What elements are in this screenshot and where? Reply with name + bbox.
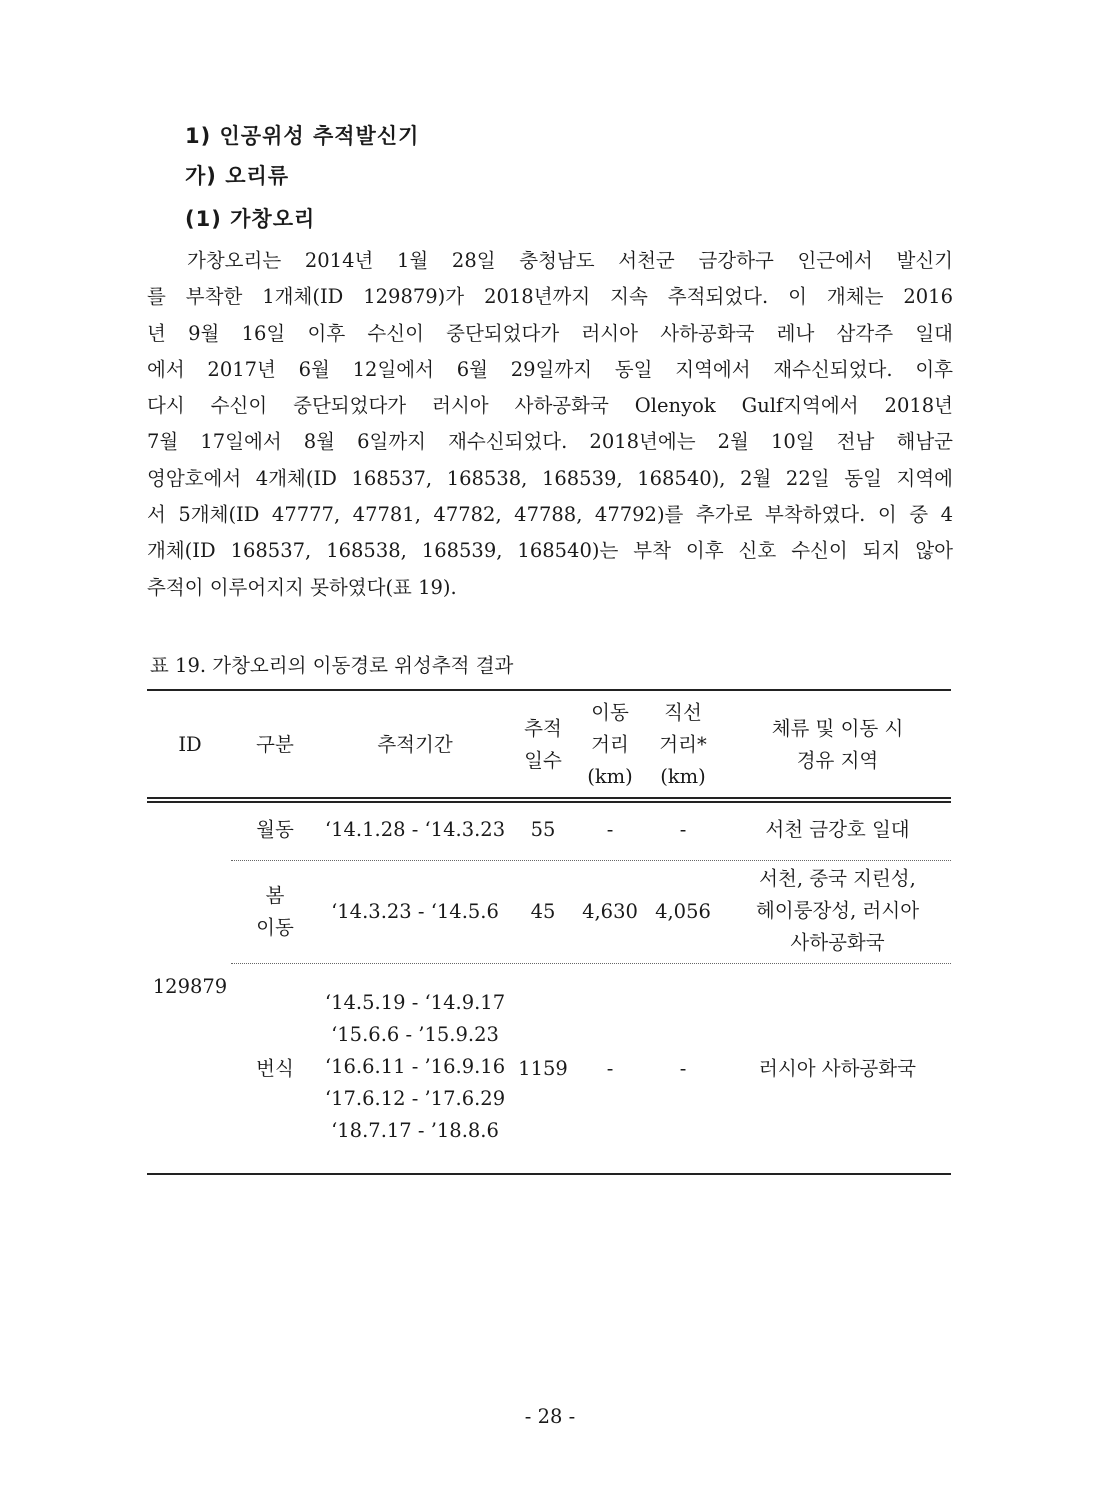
header-straight-distance: 직선 거리* (km) bbox=[659, 701, 707, 788]
header-type: 구분 bbox=[256, 733, 294, 756]
header-rule bbox=[147, 801, 951, 803]
header-region: 체류 및 이동 시 경유 지역 bbox=[771, 717, 904, 772]
row-straight-distance: - bbox=[679, 1057, 687, 1080]
paragraph-line: 서 5개체(ID 47777, 47781, 47782, 47788, 47792)를 추가로 부착하였다. 이 중 4 bbox=[147, 503, 953, 527]
paragraph-line: 영암호에서 4개체(ID 168537, 168538, 168539, 168540), 2월 22일 동일 지역에 bbox=[147, 466, 953, 490]
paragraph-line: 다시 수신이 중단되었다가 러시아 사하공화국 Olenyok Gulf지역에서 2018년 bbox=[147, 394, 953, 418]
species-heading: (1) 가창오리 bbox=[185, 207, 316, 231]
header-period: 추적기간 bbox=[377, 733, 453, 756]
row-days: 55 bbox=[530, 818, 556, 841]
row-distance: 4,630 bbox=[582, 900, 638, 923]
page-number: - 28 - bbox=[524, 1405, 576, 1428]
row-distance: - bbox=[606, 1057, 614, 1080]
paragraph-line: 가창오리는 2014년 1월 28일 충청남도 서천군 금강하구 인근에서 발신기 bbox=[187, 249, 953, 272]
row-divider bbox=[231, 963, 951, 964]
paragraph-line: 7월 17일에서 8월 6일까지 재수신되었다. 2018년에는 2월 10일 전남 해남군 bbox=[147, 430, 953, 454]
row-type: 월동 bbox=[256, 818, 294, 841]
table-caption: 표 19. 가창오리의 이동경로 위성추적 결과 bbox=[150, 654, 514, 677]
header-distance: 이동 거리 (km) bbox=[587, 701, 633, 788]
row-days: 45 bbox=[530, 900, 556, 923]
row-region: 서천 금강호 일대 bbox=[765, 818, 910, 841]
subsection-heading: 가) 오리류 bbox=[185, 164, 290, 188]
row-divider bbox=[231, 860, 951, 861]
paragraph-line: 개체(ID 168537, 168538, 168539, 168540)는 부착 이후 신호 수신이 되지 않아 bbox=[147, 539, 953, 563]
row-periods: ‘14.5.19 - ‘14.9.17 ‘15.6.6 - ’15.9.23 ‘16.6.11 - ’16.9.16 ‘17.6.12 - ’17.6.29 ‘18.7.17 - ’18.8.6 bbox=[324, 991, 506, 1142]
row-straight-distance: 4,056 bbox=[655, 900, 711, 923]
section-heading: 1) 인공위성 추적발신기 bbox=[185, 124, 420, 148]
row-region: 러시아 사하공화국 bbox=[759, 1057, 916, 1080]
header-days: 추적 일수 bbox=[524, 717, 562, 772]
paragraph-line: 년 9월 16일 이후 수신이 중단되었다가 러시아 사하공화국 레나 삼각주 일대 bbox=[147, 321, 953, 345]
paragraph-line: 추적이 이루어지지 못하였다(표 19). bbox=[147, 575, 457, 599]
row-type: 봄 이동 bbox=[256, 884, 294, 939]
header-id: ID bbox=[178, 733, 202, 756]
header-rule bbox=[147, 797, 951, 799]
row-distance: - bbox=[606, 818, 614, 841]
row-region: 서천, 중국 지린성, 헤이룽장성, 러시아 사하공화국 bbox=[755, 867, 920, 954]
table-top-rule bbox=[147, 689, 951, 691]
bird-id: 129879 bbox=[152, 975, 228, 998]
body-paragraph bbox=[147, 243, 953, 606]
table-bottom-rule bbox=[147, 1173, 951, 1175]
row-straight-distance: - bbox=[679, 818, 687, 841]
paragraph-line: 를 부착한 1개체(ID 129879)가 2018년까지 지속 추적되었다. 이 개체는 2016 bbox=[147, 285, 953, 309]
row-type: 번식 bbox=[256, 1057, 294, 1080]
paragraph-line: 에서 2017년 6월 12일에서 6월 29일까지 동일 지역에서 재수신되었다. 이후 bbox=[147, 357, 953, 381]
row-days: 1159 bbox=[518, 1057, 568, 1080]
row-period: ‘14.3.23 - ‘14.5.6 bbox=[331, 900, 499, 923]
row-period: ‘14.1.28 - ‘14.3.23 bbox=[324, 818, 506, 841]
